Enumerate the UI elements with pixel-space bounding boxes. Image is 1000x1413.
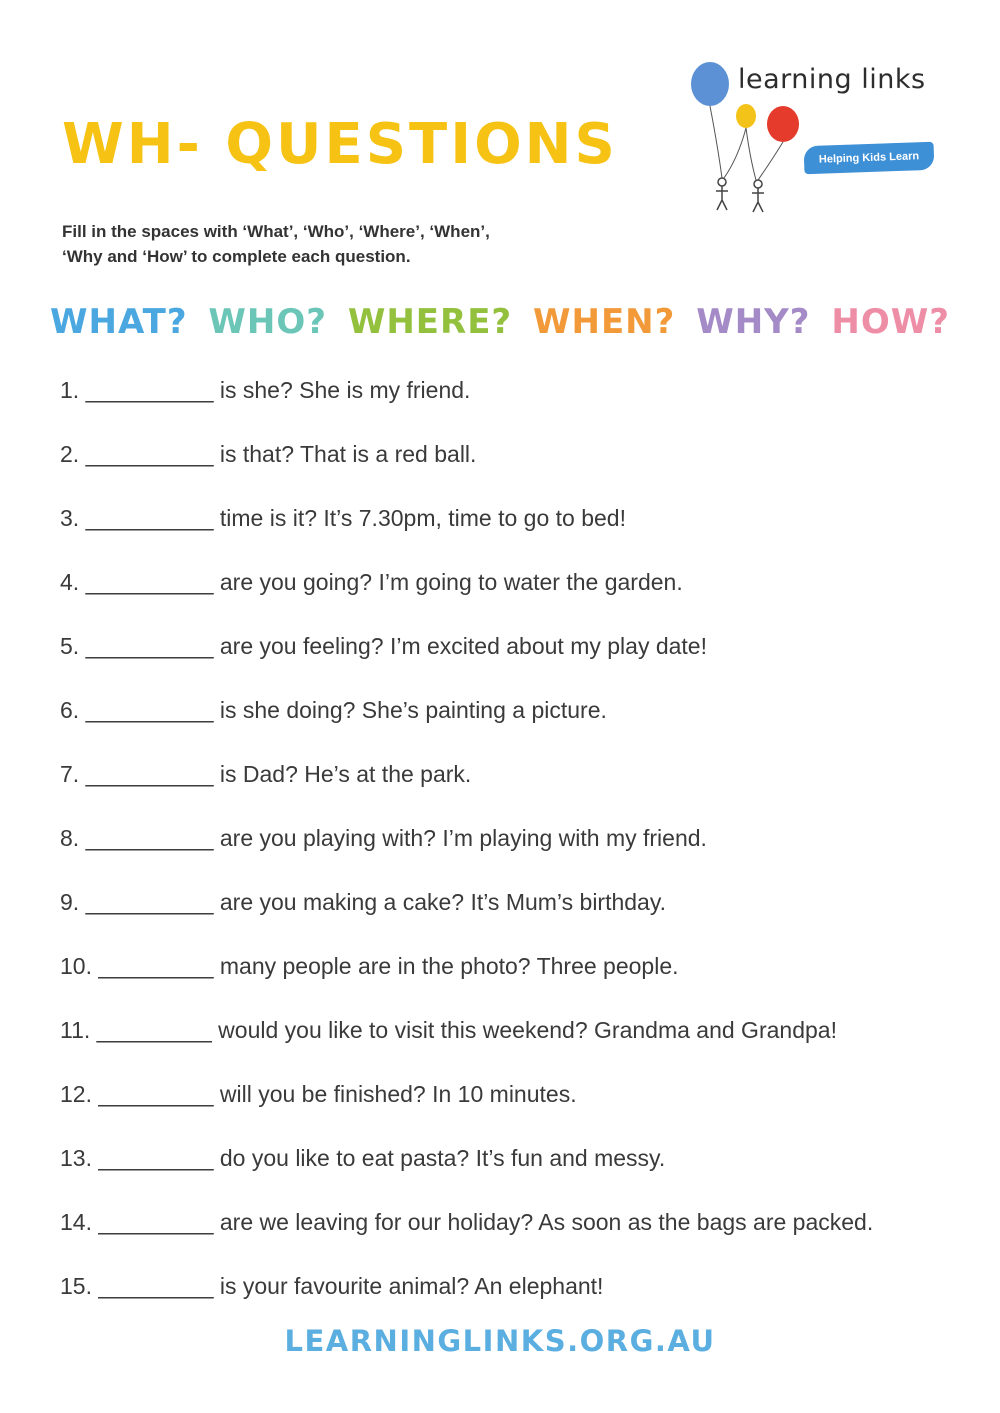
wh-words-banner xyxy=(0,302,1000,342)
question-item: 14. _________ are we leaving for our holiday? As soon as the bags are packed. xyxy=(60,1209,874,1235)
question-item: 11. _________ would you like to visit this weekend? Grandma and Grandpa! xyxy=(60,1017,837,1043)
page-title: WH- QUESTIONS xyxy=(62,112,618,177)
question-item: 10. _________ many people are in the photo? Three people. xyxy=(60,953,679,979)
wh-word-what: WHAT? xyxy=(50,302,188,342)
wh-word-why: WHY? xyxy=(696,302,811,342)
question-item: 7. __________ is Dad? He’s at the park. xyxy=(60,761,472,787)
wh-word-who: WHO? xyxy=(208,302,327,342)
question-item: 2. __________ is that? That is a red ball. xyxy=(60,441,477,467)
question-item: 15. _________ is your favourite animal? An elephant! xyxy=(60,1273,604,1299)
question-item: 6. __________ is she doing? She’s painting a picture. xyxy=(60,697,607,723)
question-item: 12. _________ will you be finished? In 10 minutes. xyxy=(60,1081,577,1107)
logo-tagline: Helping Kids Learn xyxy=(804,142,935,175)
question-list xyxy=(60,374,980,1334)
footer-website: LEARNINGLINKS.ORG.AU xyxy=(284,1324,716,1358)
instructions xyxy=(62,219,622,269)
instructions-line-2: ‘Why and ‘How’ to complete each question. xyxy=(62,247,411,266)
wh-word-where: WHERE? xyxy=(347,302,513,342)
question-item: 3. __________ time is it? It’s 7.30pm, time to go to bed! xyxy=(60,505,626,531)
question-item: 8. __________ are you playing with? I’m playing with my friend. xyxy=(60,825,707,851)
question-item: 13. _________ do you like to eat pasta? It’s fun and messy. xyxy=(60,1145,666,1171)
question-item: 9. __________ are you making a cake? It’s Mum’s birthday. xyxy=(60,889,667,915)
wh-word-when: WHEN? xyxy=(533,302,676,342)
logo-text: learning links xyxy=(738,64,926,95)
question-item: 5. __________ are you feeling? I’m excited about my play date! xyxy=(60,633,707,659)
question-item: 4. __________ are you going? I’m going to water the garden. xyxy=(60,569,683,595)
instructions-line-1: Fill in the spaces with ‘What’, ‘Who’, ‘Where’, ‘When’, xyxy=(62,222,490,241)
learning-links-logo xyxy=(688,58,948,218)
question-item: 1. __________ is she? She is my friend. xyxy=(60,377,471,403)
wh-word-how: HOW? xyxy=(831,302,950,342)
